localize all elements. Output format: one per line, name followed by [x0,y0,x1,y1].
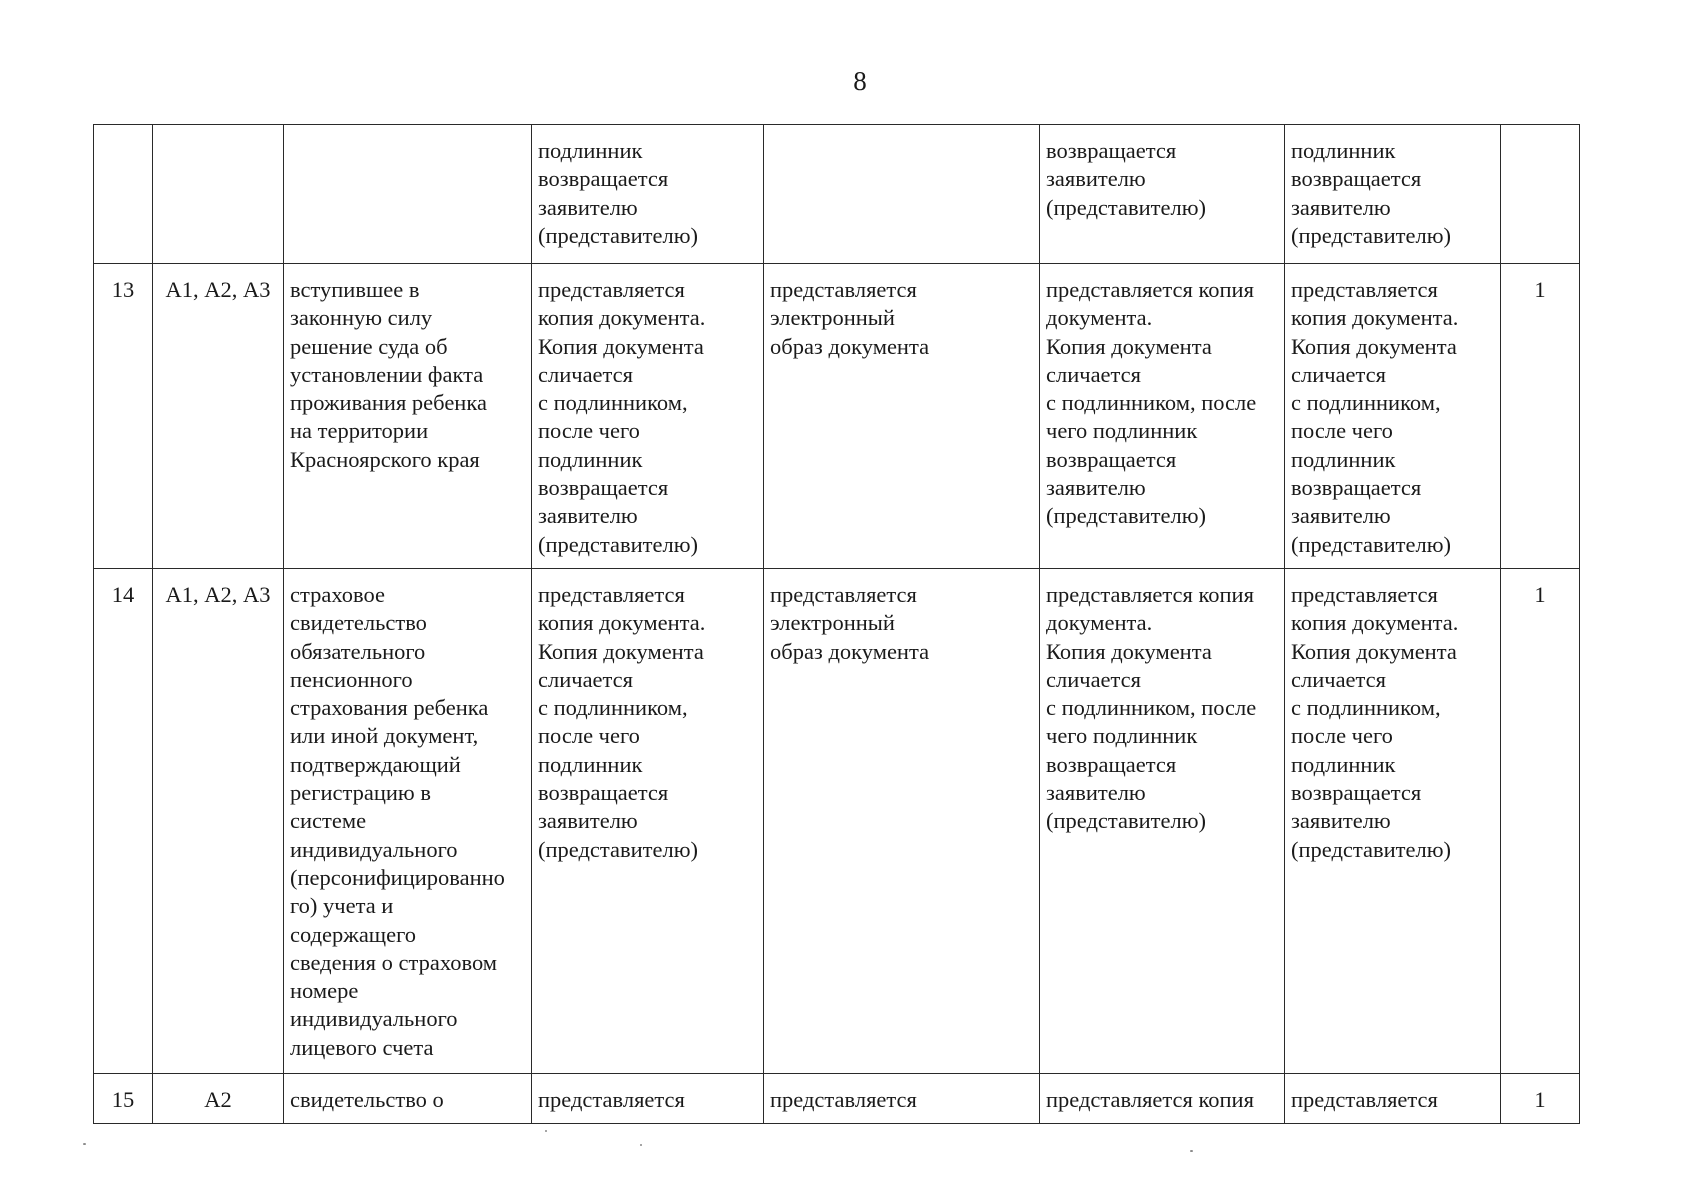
cell-text-line: регистрацию в [290,780,431,806]
cell-text-line: (представителю) [1291,836,1452,862]
cell-text-line: возвращается [538,475,669,501]
cell-text-line: сличается [1291,361,1386,387]
cell-text-line: возвращается [1046,138,1177,163]
cell-text-line: образ документа [770,638,930,664]
cell-applicant-category: А1, А2, А3 [153,569,284,1074]
cell-applicant-category: А1, А2, А3 [153,264,284,569]
cell-document-name [284,264,532,569]
cell-text-line: заявителю [1291,194,1391,220]
cell-text-line: Копия документа [1291,638,1457,664]
cell-submission-mfc [1040,1074,1285,1124]
cell-text-line: подлинник [538,138,643,163]
scan-speck [545,1130,547,1132]
cell-text-line: Красноярского края [290,446,480,472]
cell-text-line: электронный [770,610,895,636]
cell-text-line: образ документа [770,333,930,359]
cell-text-line: представляется [770,582,917,607]
cell-text-line: номере [290,978,359,1004]
cell-text-line: представляется копия [1046,277,1254,302]
cell-text-line: (персонифицированно [290,864,505,890]
cell-text-line: представляется [538,582,685,607]
cell-text-line: Копия документа [538,333,704,359]
cell-text-line: возвращается [1291,475,1422,501]
cell-text-line: документа. [1046,305,1153,331]
cell-copies-count: 1 [1501,1074,1580,1124]
cell-text-line: свидетельство [290,610,427,636]
cell-text-line: возвращается [538,166,669,192]
cell-text-line: представляется [1291,1087,1438,1112]
cell-text-line: возвращается [1046,751,1177,777]
cell-submission-electronic [764,125,1040,264]
cell-text-line: представляется [1291,277,1438,302]
cell-row-number: 14 [94,569,153,1074]
cell-text-line: подлинник [1291,446,1396,472]
cell-applicant-category [153,125,284,264]
cell-text-line: с подлинником, после [1046,390,1257,416]
cell-text-line: после чего [538,723,640,749]
cell-text-line: Копия документа [538,638,704,664]
cell-text-line: после чего [538,418,640,444]
cell-submission-post [1285,264,1501,569]
cell-text-line: с подлинником, [1291,390,1441,416]
scan-speck [83,1143,86,1145]
table-row [94,125,1580,264]
cell-text-line: содержащего [290,921,417,947]
cell-text-line: (представителю) [538,222,699,248]
cell-text-line: сличается [1291,666,1386,692]
cell-text-line: Копия документа [1046,333,1212,359]
cell-text-line: или иной документ, [290,723,479,749]
cell-text-line: с подлинником, после [1046,695,1257,721]
scan-speck [1190,1150,1193,1152]
cell-text-line: Копия документа [1291,333,1457,359]
cell-text-line: копия документа. [538,610,706,636]
cell-submission-electronic [764,1074,1040,1124]
cell-text-line: законную силу [290,305,433,331]
cell-text-line: (представителю) [1046,808,1207,834]
table-row [94,264,1580,569]
cell-text-line: заявителю [1046,166,1146,192]
cell-text-line: с подлинником, [538,695,688,721]
table-body [94,125,1580,1124]
cell-text-line: (представителю) [1291,531,1452,557]
cell-text-line: (представителю) [538,531,699,557]
cell-applicant-category: А2 [153,1074,284,1124]
cell-text-line: представляется [538,277,685,302]
cell-text-line: индивидуального [290,1006,458,1032]
cell-text-line: возвращается [538,780,669,806]
cell-text-line: после чего [1291,723,1393,749]
cell-text-line: обязательного [290,638,426,664]
cell-text-line: (представителю) [1046,194,1207,220]
cell-text-line: возвращается [1046,446,1177,472]
cell-document-name [284,1074,532,1124]
cell-text-line: сличается [538,666,633,692]
cell-text-line: представляется [538,1087,685,1112]
cell-text-line: заявителю [538,808,638,834]
cell-text-line: го) учета и [290,893,394,919]
cell-text-line: с подлинником, [538,390,688,416]
cell-text-line: страховое [290,582,385,607]
cell-submission-in-person [532,125,764,264]
cell-submission-in-person [532,264,764,569]
cell-submission-in-person [532,569,764,1074]
cell-submission-mfc [1040,569,1285,1074]
cell-copies-count: 1 [1501,569,1580,1074]
cell-text-line: представляется [770,1087,917,1112]
cell-text-line: представляется копия [1046,1087,1254,1112]
scan-speck [640,1144,642,1146]
cell-text-line: лицевого счета [290,1034,434,1060]
cell-text-line: установлении факта [290,361,484,387]
table-row [94,569,1580,1074]
cell-text-line: возвращается [1291,166,1422,192]
cell-text-line: копия документа. [538,305,706,331]
cell-text-line: представляется [770,277,917,302]
cell-row-number: 13 [94,264,153,569]
cell-text-line: копия документа. [1291,305,1459,331]
cell-text-line: индивидуального [290,836,458,862]
cell-text-line: вступившее в [290,277,420,302]
cell-submission-electronic [764,264,1040,569]
cell-text-line: страхования ребенка [290,695,489,721]
cell-text-line: заявителю [1046,780,1146,806]
cell-submission-mfc [1040,264,1285,569]
cell-copies-count: 1 [1501,264,1580,569]
cell-submission-electronic [764,569,1040,1074]
cell-text-line: заявителю [538,194,638,220]
cell-text-line: электронный [770,305,895,331]
cell-text-line: подтверждающий [290,751,461,777]
cell-text-line: подлинник [538,751,643,777]
cell-text-line: сведения о страховом [290,949,498,975]
cell-text-line: системе [290,808,367,834]
cell-text-line: заявителю [1291,808,1391,834]
cell-text-line: документа. [1046,610,1153,636]
cell-text-line: чего подлинник [1046,418,1198,444]
cell-text-line: (представителю) [538,836,699,862]
cell-row-number [94,125,153,264]
cell-submission-mfc [1040,125,1285,264]
cell-text-line: Копия документа [1046,638,1212,664]
cell-submission-post [1285,569,1501,1074]
cell-text-line: проживания ребенка [290,390,487,416]
cell-text-line: на территории [290,418,429,444]
cell-text-line: (представителю) [1046,503,1207,529]
table-row [94,1074,1580,1124]
cell-text-line: представляется копия [1046,582,1254,607]
cell-text-line: (представителю) [1291,222,1452,248]
cell-text-line: подлинник [1291,138,1396,163]
cell-text-line: свидетельство о [290,1087,444,1112]
cell-document-name [284,125,532,264]
cell-text-line: решение суда об [290,333,448,359]
cell-text-line: сличается [538,361,633,387]
cell-text-line: подлинник [538,446,643,472]
cell-text-line: заявителю [538,503,638,529]
cell-text-line: сличается [1046,361,1141,387]
cell-copies-count [1501,125,1580,264]
cell-text-line: сличается [1046,666,1141,692]
cell-text-line: после чего [1291,418,1393,444]
cell-text-line: чего подлинник [1046,723,1198,749]
cell-text-line: возвращается [1291,780,1422,806]
cell-text-line: копия документа. [1291,610,1459,636]
cell-text-line: представляется [1291,582,1438,607]
cell-submission-in-person [532,1074,764,1124]
cell-submission-post [1285,125,1501,264]
cell-text-line: заявителю [1291,503,1391,529]
page-number: 8 [853,66,867,96]
cell-text-line: с подлинником, [1291,695,1441,721]
cell-submission-post [1285,1074,1501,1124]
cell-document-name [284,569,532,1074]
cell-row-number: 15 [94,1074,153,1124]
documents-table [93,124,1580,1124]
cell-text-line: подлинник [1291,751,1396,777]
cell-text-line: пенсионного [290,666,413,692]
cell-text-line: заявителю [1046,475,1146,501]
